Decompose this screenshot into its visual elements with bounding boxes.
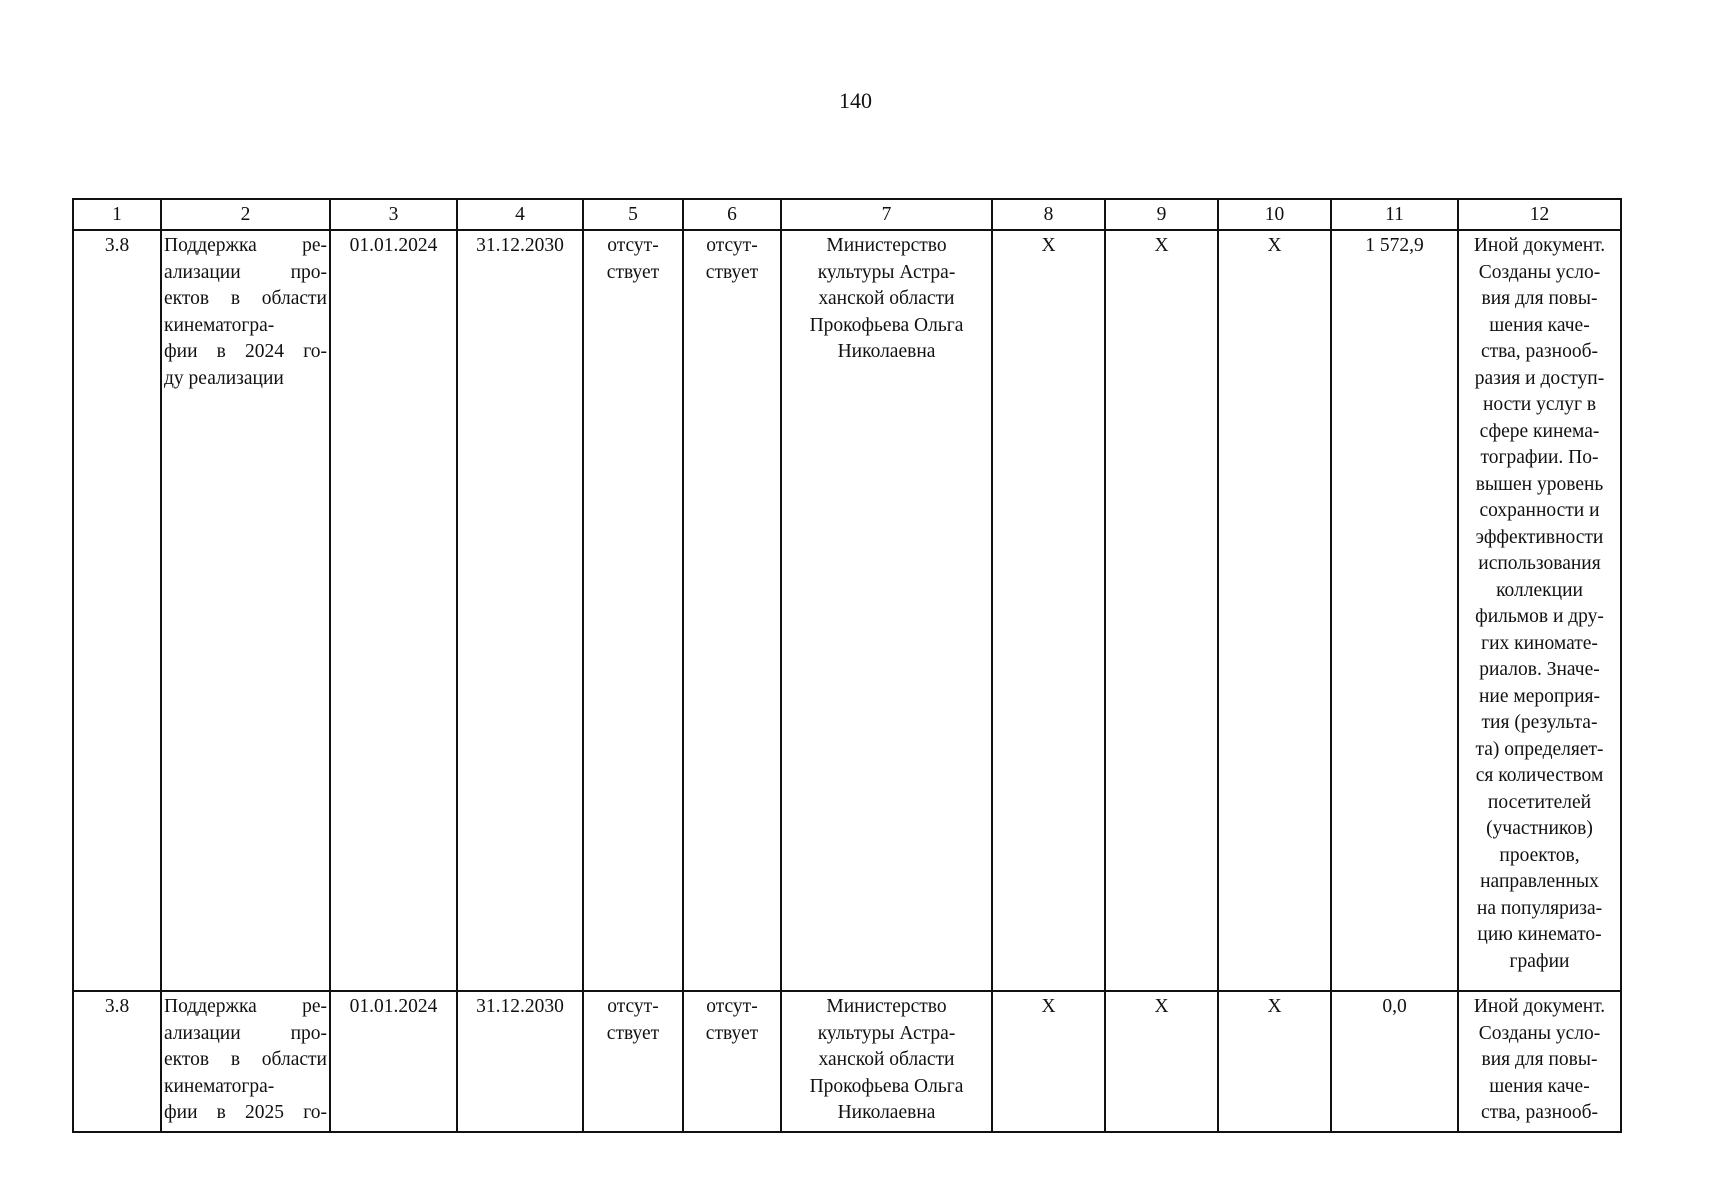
end-date: 31.12.2030 xyxy=(457,991,583,1132)
measure-title-line: ализации про- xyxy=(164,1022,327,1044)
result-description: Иной документ. Созданы усло- вия для повы- шения каче- ства, разнооб- xyxy=(1473,996,1606,1123)
header-col-7: 7 xyxy=(781,199,992,230)
table-row xyxy=(73,230,1621,991)
table-row xyxy=(73,991,1621,1132)
header-row xyxy=(73,199,1621,230)
row-number: 3.8 xyxy=(73,991,161,1132)
col10-value: X xyxy=(1218,230,1331,991)
start-date: 01.01.2024 xyxy=(330,991,457,1132)
measure-title-line: фии в 2024 го- xyxy=(164,341,327,362)
header-col-3: 3 xyxy=(330,199,457,230)
measure-title-line: Поддержка ре- xyxy=(164,235,327,256)
col8-value: X xyxy=(992,230,1105,991)
header-col-4: 4 xyxy=(457,199,583,230)
measure-title-line: ализации про- xyxy=(164,261,327,283)
header-col-1: 1 xyxy=(73,199,161,230)
col6-value: отсут- ствует xyxy=(705,235,759,283)
header-col-9: 9 xyxy=(1105,199,1218,230)
measure-title-line: Поддержка ре- xyxy=(164,996,327,1017)
col5-value: отсут- ствует xyxy=(606,996,660,1044)
measures-table xyxy=(72,198,1622,1133)
result-description: Иной документ. Созданы усло- вия для повы- шения каче- ства, разнооб- разия и доступ- ности услуг в сфере кинема- тографии. По- вышен уровень сохранности и эффективности использования коллекции фильмов и дру- гих киномате- риалов. Значе- ние мероприя- тия (результа- та) определяет- ся количеством посетителей (участников) проектов, направленных на популяриза- цию кинемато- графии xyxy=(1473,235,1606,972)
header-col-5: 5 xyxy=(583,199,683,230)
measure-title xyxy=(161,230,330,991)
header-col-6: 6 xyxy=(683,199,781,230)
end-date: 31.12.2030 xyxy=(457,230,583,991)
header-col-12: 12 xyxy=(1458,199,1621,230)
header-col-11: 11 xyxy=(1331,199,1458,230)
col8-value: X xyxy=(992,991,1105,1132)
responsible-executor: Министерство культуры Астра- ханской области Прокофьева Ольга Николаевна xyxy=(809,996,964,1123)
col6-value: отсут- ствует xyxy=(705,996,759,1044)
funding-amount: 1 572,9 xyxy=(1331,230,1458,991)
header-col-10: 10 xyxy=(1218,199,1331,230)
measure-title-line: фии в 2025 го- xyxy=(164,1102,327,1123)
measure-title-line: кинематогра- xyxy=(164,1075,275,1097)
header-col-2: 2 xyxy=(161,199,330,230)
measure-title-line: ектов в области xyxy=(164,1049,327,1070)
measure-title-line: кинематогра- xyxy=(164,314,275,336)
page-number: 140 xyxy=(839,88,872,113)
col9-value: X xyxy=(1105,230,1218,991)
measure-title xyxy=(161,991,330,1132)
measure-title-line: ектов в области xyxy=(164,288,327,309)
col5-value: отсут- ствует xyxy=(606,235,660,283)
start-date: 01.01.2024 xyxy=(330,230,457,991)
measure-title-line: ду реализации xyxy=(164,367,284,389)
col10-value: X xyxy=(1218,991,1331,1132)
header-col-8: 8 xyxy=(992,199,1105,230)
funding-amount: 0,0 xyxy=(1331,991,1458,1132)
responsible-executor: Министерство культуры Астра- ханской области Прокофьева Ольга Николаевна xyxy=(809,235,964,362)
row-number: 3.8 xyxy=(73,230,161,991)
col9-value: X xyxy=(1105,991,1218,1132)
